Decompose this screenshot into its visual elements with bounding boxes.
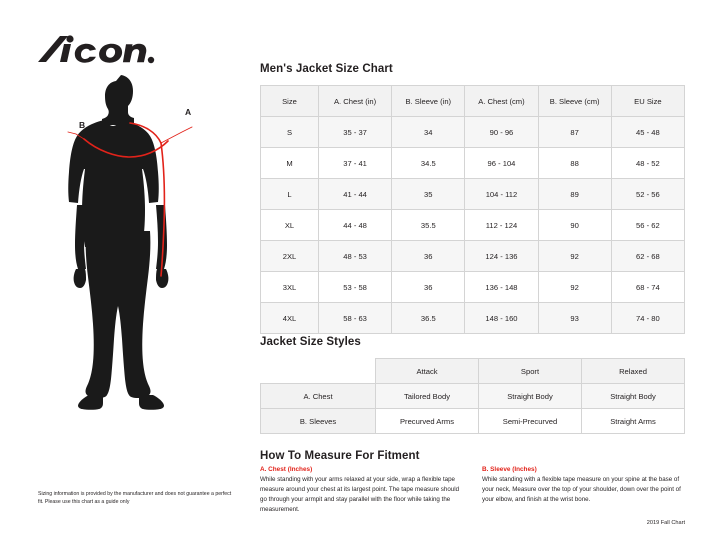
table-row bbox=[261, 272, 685, 303]
styles-cell-sleeves-sport: Semi-Precurved bbox=[479, 409, 582, 434]
cell-chest-in: 41 - 44 bbox=[319, 179, 392, 210]
cell-eu-size: 74 - 80 bbox=[611, 303, 684, 334]
measure-chest-block bbox=[260, 466, 462, 515]
styles-row-sleeves bbox=[261, 409, 685, 434]
cell-chest-cm: 96 - 104 bbox=[465, 148, 538, 179]
cell-sleeve-cm: 87 bbox=[538, 117, 611, 148]
cell-chest-in: 53 - 58 bbox=[319, 272, 392, 303]
how-to-measure-title: How To Measure For Fitment bbox=[260, 450, 420, 462]
chart-edition-note: 2019 Fall Chart bbox=[646, 520, 685, 526]
styles-col-sport: Sport bbox=[479, 359, 582, 384]
cell-eu-size: 68 - 74 bbox=[611, 272, 684, 303]
table-row bbox=[261, 117, 685, 148]
icon-logo bbox=[34, 30, 159, 70]
size-chart-table bbox=[260, 85, 685, 334]
cell-eu-size: 62 - 68 bbox=[611, 241, 684, 272]
jacket-size-styles-title: Jacket Size Styles bbox=[260, 336, 361, 348]
cell-chest-in: 35 - 37 bbox=[319, 117, 392, 148]
size-chart-title: Men's Jacket Size Chart bbox=[260, 63, 393, 75]
cell-size: XL bbox=[261, 210, 319, 241]
styles-col-relaxed: Relaxed bbox=[582, 359, 685, 384]
cell-chest-in: 44 - 48 bbox=[319, 210, 392, 241]
cell-sleeve-in: 35 bbox=[392, 179, 465, 210]
styles-cell-sleeves-relaxed: Straight Arms bbox=[582, 409, 685, 434]
callout-label-b: B bbox=[79, 120, 86, 130]
cell-size: S bbox=[261, 117, 319, 148]
col-header-eu-size: EU Size bbox=[611, 86, 684, 117]
cell-sleeve-cm: 93 bbox=[538, 303, 611, 334]
cell-sleeve-in: 36 bbox=[392, 272, 465, 303]
styles-rowhdr-sleeves: B. Sleeves bbox=[261, 409, 376, 434]
styles-cell-chest-sport: Straight Body bbox=[479, 384, 582, 409]
cell-size: 2XL bbox=[261, 241, 319, 272]
measure-chest-text: While standing with your arms relaxed at your side, wrap a flexible tape measure around your chest at its largest point. The tape measure should go through your armpit and stay parallel with the floor while taking the measurement. bbox=[260, 476, 460, 514]
cell-sleeve-cm: 90 bbox=[538, 210, 611, 241]
cell-chest-cm: 136 - 148 bbox=[465, 272, 538, 303]
cell-size: 3XL bbox=[261, 272, 319, 303]
table-row bbox=[261, 179, 685, 210]
col-header-size: Size bbox=[261, 86, 319, 117]
col-header-chest-cm: A. Chest (cm) bbox=[465, 86, 538, 117]
cell-chest-cm: 112 - 124 bbox=[465, 210, 538, 241]
cell-chest-cm: 90 - 96 bbox=[465, 117, 538, 148]
cell-sleeve-cm: 92 bbox=[538, 241, 611, 272]
table-row bbox=[261, 148, 685, 179]
styles-rowhdr-chest: A. Chest bbox=[261, 384, 376, 409]
styles-cell-chest-attack: Tailored Body bbox=[376, 384, 479, 409]
cell-eu-size: 48 - 52 bbox=[611, 148, 684, 179]
cell-sleeve-in: 34.5 bbox=[392, 148, 465, 179]
cell-size: 4XL bbox=[261, 303, 319, 334]
measure-chest-heading: A. Chest (Inches) bbox=[260, 466, 313, 473]
cell-sleeve-cm: 89 bbox=[538, 179, 611, 210]
styles-row-chest bbox=[261, 384, 685, 409]
cell-sleeve-cm: 92 bbox=[538, 272, 611, 303]
cell-eu-size: 52 - 56 bbox=[611, 179, 684, 210]
cell-chest-cm: 148 - 160 bbox=[465, 303, 538, 334]
measure-sleeve-text: While standing with a flexible tape measure on your spine at the base of your neck, Measure over the top of your shoulder, down over the point of your elbow, and finish at the wrist bone. bbox=[482, 476, 681, 504]
col-header-sleeve-cm: B. Sleeve (cm) bbox=[538, 86, 611, 117]
how-to-measure-body bbox=[260, 466, 685, 515]
measure-sleeve-block bbox=[482, 466, 684, 515]
cell-size: L bbox=[261, 179, 319, 210]
cell-chest-cm: 104 - 112 bbox=[465, 179, 538, 210]
cell-eu-size: 45 - 48 bbox=[611, 117, 684, 148]
cell-chest-in: 48 - 53 bbox=[319, 241, 392, 272]
styles-corner-cell bbox=[261, 359, 376, 384]
styles-header-row bbox=[261, 359, 685, 384]
cell-size: M bbox=[261, 148, 319, 179]
sizing-disclaimer: Sizing information is provided by the manufacturer and does not guarantee a perfect fit. Please use this chart as a guide only bbox=[38, 491, 232, 506]
callout-label-a: A bbox=[185, 107, 192, 117]
table-row bbox=[261, 241, 685, 272]
cell-sleeve-in: 35.5 bbox=[392, 210, 465, 241]
cell-sleeve-in: 36 bbox=[392, 241, 465, 272]
cell-chest-in: 58 - 63 bbox=[319, 303, 392, 334]
jacket-size-styles-table bbox=[260, 358, 685, 434]
table-row bbox=[261, 210, 685, 241]
styles-cell-sleeves-attack: Precurved Arms bbox=[376, 409, 479, 434]
measure-sleeve-heading: B. Sleeve (Inches) bbox=[482, 466, 537, 473]
cell-sleeve-cm: 88 bbox=[538, 148, 611, 179]
table-header-row bbox=[261, 86, 685, 117]
col-header-sleeve-in: B. Sleeve (in) bbox=[392, 86, 465, 117]
cell-chest-cm: 124 - 136 bbox=[465, 241, 538, 272]
left-illustration-panel bbox=[0, 0, 250, 540]
table-row bbox=[261, 303, 685, 334]
cell-sleeve-in: 36.5 bbox=[392, 303, 465, 334]
styles-cell-chest-relaxed: Straight Body bbox=[582, 384, 685, 409]
cell-sleeve-in: 34 bbox=[392, 117, 465, 148]
styles-col-attack: Attack bbox=[376, 359, 479, 384]
cell-chest-in: 37 - 41 bbox=[319, 148, 392, 179]
col-header-chest-in: A. Chest (in) bbox=[319, 86, 392, 117]
cell-eu-size: 56 - 62 bbox=[611, 210, 684, 241]
